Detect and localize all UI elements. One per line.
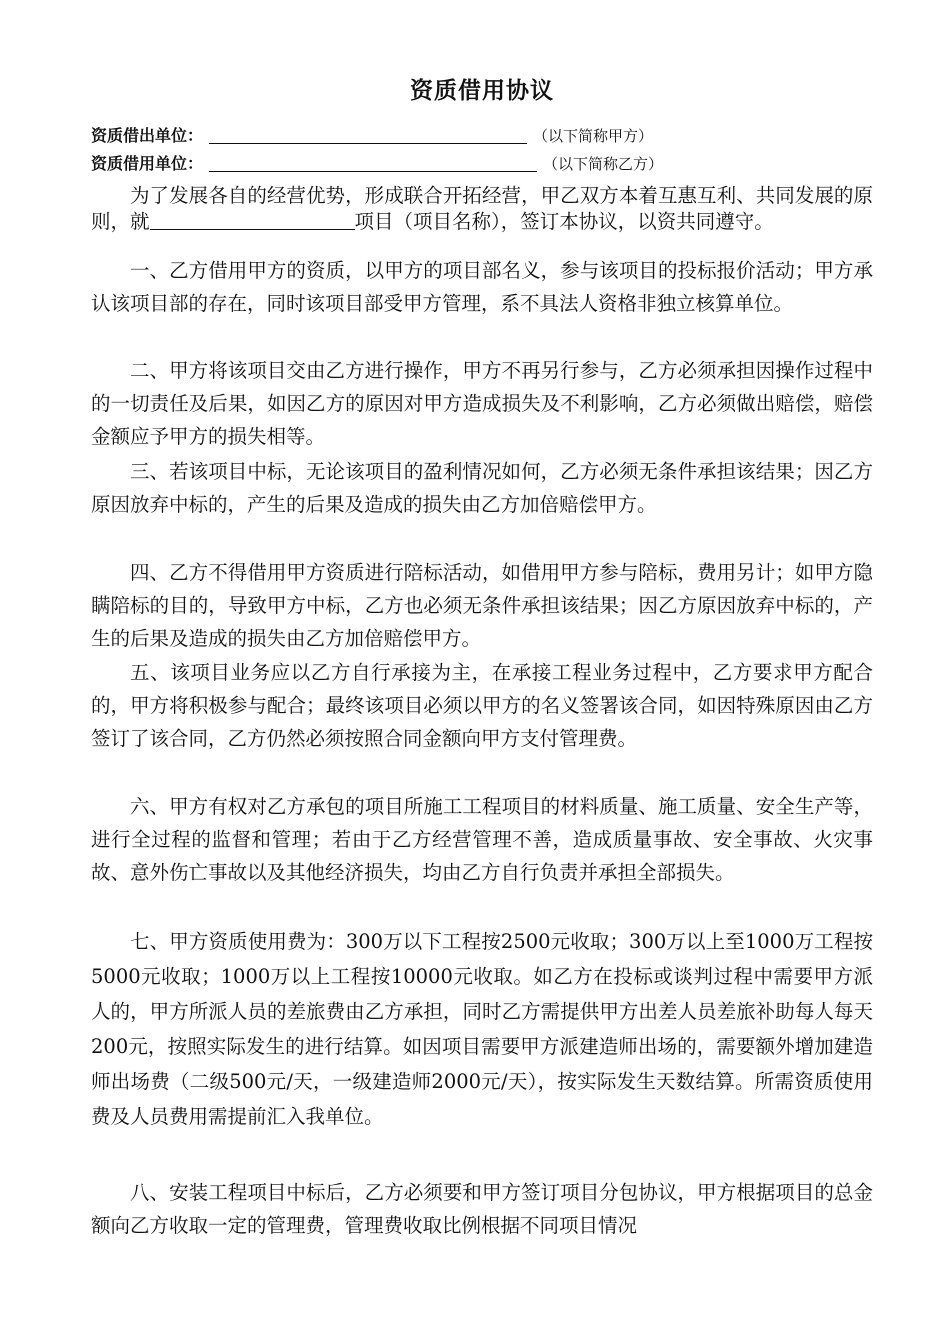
intro-text-before: 为了发展各自的经营优势，形成联合开拓经营，甲乙双方本着互惠互利、共同发展的原则，就 bbox=[91, 184, 873, 233]
borrower-blank bbox=[209, 153, 537, 172]
borrower-note: （以下简称乙方） bbox=[543, 155, 664, 173]
lender-line bbox=[91, 121, 653, 147]
document-title: 资质借用协议 bbox=[410, 78, 554, 104]
lender-note: （以下简称甲方） bbox=[533, 127, 654, 145]
clause-4: 四、乙方不得借用甲方资质进行陪标活动，如借用甲方参与陪标，费用另计；如甲方隐瞒陪标的目的，导致甲方中标，乙方也必须无条件承担该结果；因乙方原因放弃中标的，产生的后果及造成的损失由乙方加倍赔偿甲方。 bbox=[91, 561, 873, 650]
borrower-line bbox=[91, 149, 663, 175]
lender-blank bbox=[209, 125, 527, 144]
borrower-label: 资质借用单位： bbox=[91, 154, 204, 173]
clause-6: 六、甲方有权对乙方承包的项目所施工工程项目的材料质量、施工质量、安全生产等，进行全过程的监督和管理；若由于乙方经营管理不善，造成质量事故、安全事故、火灾事故、意外伤亡事故以及其他经济损失，均由乙方自行负责并承担全部损失。 bbox=[91, 795, 873, 884]
clause-2: 二、甲方将该项目交由乙方进行操作，甲方不再另行参与，乙方必须承担因操作过程中的一切责任及后果，如因乙方的原因对甲方造成损失及不利影响，乙方必须做出赔偿，赔偿金额应予甲方的损失相等。 bbox=[91, 359, 873, 448]
intro-text-after: 项目（项目名称），签订本协议，以资共同遵守。 bbox=[354, 210, 774, 233]
lender-label: 资质借出单位： bbox=[91, 126, 204, 145]
clause-1: 一、乙方借用甲方的资质，以甲方的项目部名义，参与该项目的投标报价活动；甲方承认该项目部的存在，同时该项目部受甲方管理，系不具法人资格非独立核算单位。 bbox=[91, 259, 873, 315]
clause-8: 八、安装工程项目中标后，乙方必须要和甲方签订项目分包协议，甲方根据项目的总金额向乙方收取一定的管理费，管理费收取比例根据不同项目情况 bbox=[91, 1181, 873, 1237]
clause-7: 七、甲方资质使用费为：300万以下工程按2500元收取；300万以上至1000万工程按5000元收取；1000万以上工程按10000元收取。如乙方在投标或谈判过程中需要甲方派人的，甲方所派人员的差旅费由乙方承担，同时乙方需提供甲方出差人员差旅补助每人每天200元，按照实际发生的进行结算。如因项目需要甲方派建造师出场的，需要额外增加建造师出场费（二级500元/天，一级建造师2000元/天），按实际发生天数结算。所需资质使用费及人员费用需提前汇入我单位。 bbox=[91, 930, 873, 1128]
clause-3: 三、若该项目中标，无论该项目的盈利情况如何，乙方必须无条件承担该结果；因乙方原因放弃中标的，产生的后果及造成的损失由乙方加倍赔偿甲方。 bbox=[91, 460, 873, 516]
project-name-blank bbox=[150, 209, 355, 230]
clause-5: 五、该项目业务应以乙方自行承接为主，在承接工程业务过程中，乙方要求甲方配合的，甲方将积极参与配合；最终该项目必须以甲方的名义签署该合同，如因特殊原因由乙方签订了该合同，乙方仍然必须按照合同金额向甲方支付管理费。 bbox=[91, 661, 873, 750]
intro-paragraph bbox=[91, 183, 873, 235]
document-page bbox=[91, 0, 873, 1344]
